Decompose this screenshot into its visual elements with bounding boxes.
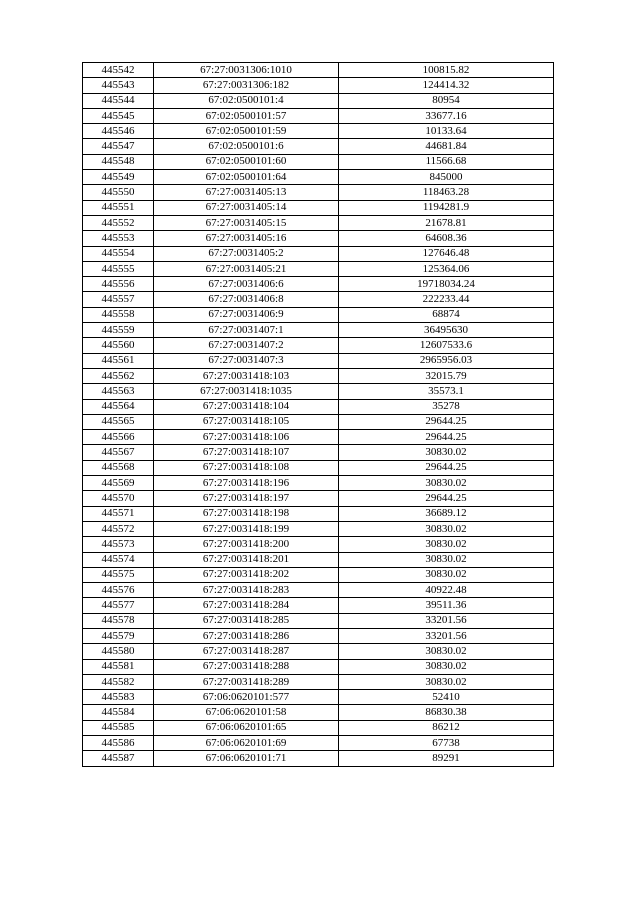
row-number-cell: 445580 bbox=[83, 644, 154, 659]
table-row bbox=[83, 93, 554, 108]
cadastral-number-cell: 67:27:0031418:106 bbox=[154, 430, 339, 445]
cadastral-number-cell: 67:27:0031418:104 bbox=[154, 399, 339, 414]
row-number-cell: 445564 bbox=[83, 399, 154, 414]
row-number-cell: 445553 bbox=[83, 231, 154, 246]
row-number-cell: 445583 bbox=[83, 690, 154, 705]
cadastral-number-cell: 67:06:0620101:58 bbox=[154, 705, 339, 720]
table-row bbox=[83, 583, 554, 598]
table-row bbox=[83, 78, 554, 93]
table-row bbox=[83, 108, 554, 123]
table-row bbox=[83, 368, 554, 383]
cadastral-number-cell: 67:02:0500101:64 bbox=[154, 170, 339, 185]
value-cell: 30830.02 bbox=[339, 445, 554, 460]
row-number-cell: 445578 bbox=[83, 613, 154, 628]
row-number-cell: 445573 bbox=[83, 537, 154, 552]
row-number-cell: 445548 bbox=[83, 154, 154, 169]
value-cell: 35278 bbox=[339, 399, 554, 414]
row-number-cell: 445586 bbox=[83, 736, 154, 751]
value-cell: 30830.02 bbox=[339, 674, 554, 689]
cadastral-number-cell: 67:27:0031418:107 bbox=[154, 445, 339, 460]
table-row bbox=[83, 491, 554, 506]
cadastral-number-cell: 67:27:0031418:283 bbox=[154, 583, 339, 598]
cadastral-number-cell: 67:27:0031418:1035 bbox=[154, 384, 339, 399]
row-number-cell: 445581 bbox=[83, 659, 154, 674]
value-cell: 222233.44 bbox=[339, 292, 554, 307]
cadastral-number-cell: 67:27:0031407:2 bbox=[154, 338, 339, 353]
value-cell: 30830.02 bbox=[339, 644, 554, 659]
value-cell: 36689.12 bbox=[339, 506, 554, 521]
table-row bbox=[83, 445, 554, 460]
value-cell: 19718034.24 bbox=[339, 277, 554, 292]
row-number-cell: 445571 bbox=[83, 506, 154, 521]
value-cell: 1194281.9 bbox=[339, 200, 554, 215]
value-cell: 35573.1 bbox=[339, 384, 554, 399]
value-cell: 36495630 bbox=[339, 323, 554, 338]
cadastral-number-cell: 67:06:0620101:65 bbox=[154, 720, 339, 735]
value-cell: 845000 bbox=[339, 170, 554, 185]
table-row bbox=[83, 430, 554, 445]
value-cell: 40922.48 bbox=[339, 583, 554, 598]
table-row bbox=[83, 460, 554, 475]
row-number-cell: 445559 bbox=[83, 323, 154, 338]
row-number-cell: 445567 bbox=[83, 445, 154, 460]
table-row bbox=[83, 384, 554, 399]
cadastral-number-cell: 67:27:0031418:105 bbox=[154, 414, 339, 429]
row-number-cell: 445566 bbox=[83, 430, 154, 445]
table-row bbox=[83, 170, 554, 185]
cadastral-number-cell: 67:27:0031418:108 bbox=[154, 460, 339, 475]
row-number-cell: 445568 bbox=[83, 460, 154, 475]
cadastral-number-cell: 67:27:0031418:287 bbox=[154, 644, 339, 659]
value-cell: 39511.36 bbox=[339, 598, 554, 613]
cadastral-number-cell: 67:06:0620101:69 bbox=[154, 736, 339, 751]
cadastral-number-cell: 67:27:0031418:201 bbox=[154, 552, 339, 567]
cadastral-number-cell: 67:27:0031418:199 bbox=[154, 521, 339, 536]
value-cell: 21678.81 bbox=[339, 215, 554, 230]
table-row bbox=[83, 613, 554, 628]
cadastral-number-cell: 67:27:0031418:198 bbox=[154, 506, 339, 521]
cadastral-number-cell: 67:27:0031418:285 bbox=[154, 613, 339, 628]
table-row bbox=[83, 552, 554, 567]
table-row bbox=[83, 476, 554, 491]
cadastral-number-cell: 67:27:0031418:288 bbox=[154, 659, 339, 674]
cadastral-number-cell: 67:27:0031405:16 bbox=[154, 231, 339, 246]
cadastral-number-cell: 67:27:0031306:1010 bbox=[154, 63, 339, 78]
row-number-cell: 445579 bbox=[83, 628, 154, 643]
table-row bbox=[83, 338, 554, 353]
value-cell: 30830.02 bbox=[339, 552, 554, 567]
value-cell: 100815.82 bbox=[339, 63, 554, 78]
table-row bbox=[83, 277, 554, 292]
row-number-cell: 445575 bbox=[83, 567, 154, 582]
value-cell: 118463.28 bbox=[339, 185, 554, 200]
value-cell: 33201.56 bbox=[339, 613, 554, 628]
cadastral-number-cell: 67:02:0500101:6 bbox=[154, 139, 339, 154]
cadastral-number-cell: 67:27:0031418:103 bbox=[154, 368, 339, 383]
cadastral-number-cell: 67:27:0031405:14 bbox=[154, 200, 339, 215]
value-cell: 32015.79 bbox=[339, 368, 554, 383]
value-cell: 67738 bbox=[339, 736, 554, 751]
row-number-cell: 445549 bbox=[83, 170, 154, 185]
row-number-cell: 445587 bbox=[83, 751, 154, 766]
row-number-cell: 445552 bbox=[83, 215, 154, 230]
row-number-cell: 445561 bbox=[83, 353, 154, 368]
cadastral-number-cell: 67:27:0031418:202 bbox=[154, 567, 339, 582]
row-number-cell: 445542 bbox=[83, 63, 154, 78]
row-number-cell: 445576 bbox=[83, 583, 154, 598]
cadastral-number-cell: 67:27:0031405:21 bbox=[154, 261, 339, 276]
value-cell: 12607533.6 bbox=[339, 338, 554, 353]
value-cell: 33201.56 bbox=[339, 628, 554, 643]
row-number-cell: 445545 bbox=[83, 108, 154, 123]
value-cell: 29644.25 bbox=[339, 460, 554, 475]
cadastral-number-cell: 67:02:0500101:59 bbox=[154, 124, 339, 139]
value-cell: 86212 bbox=[339, 720, 554, 735]
table-row bbox=[83, 154, 554, 169]
cadastral-number-cell: 67:27:0031406:8 bbox=[154, 292, 339, 307]
table-row bbox=[83, 537, 554, 552]
table-row bbox=[83, 323, 554, 338]
table-row bbox=[83, 751, 554, 766]
row-number-cell: 445543 bbox=[83, 78, 154, 93]
row-number-cell: 445546 bbox=[83, 124, 154, 139]
cadastral-number-cell: 67:02:0500101:60 bbox=[154, 154, 339, 169]
cadastral-value-table bbox=[82, 62, 554, 767]
row-number-cell: 445550 bbox=[83, 185, 154, 200]
cadastral-number-cell: 67:27:0031406:6 bbox=[154, 277, 339, 292]
value-cell: 68874 bbox=[339, 307, 554, 322]
table-row bbox=[83, 414, 554, 429]
value-cell: 125364.06 bbox=[339, 261, 554, 276]
table-row bbox=[83, 231, 554, 246]
row-number-cell: 445555 bbox=[83, 261, 154, 276]
cadastral-number-cell: 67:27:0031407:3 bbox=[154, 353, 339, 368]
table-row bbox=[83, 307, 554, 322]
row-number-cell: 445554 bbox=[83, 246, 154, 261]
row-number-cell: 445584 bbox=[83, 705, 154, 720]
row-number-cell: 445572 bbox=[83, 521, 154, 536]
table-row bbox=[83, 353, 554, 368]
row-number-cell: 445574 bbox=[83, 552, 154, 567]
table-row bbox=[83, 506, 554, 521]
value-cell: 80954 bbox=[339, 93, 554, 108]
table-row bbox=[83, 736, 554, 751]
table-row bbox=[83, 644, 554, 659]
value-cell: 30830.02 bbox=[339, 521, 554, 536]
row-number-cell: 445551 bbox=[83, 200, 154, 215]
table-row bbox=[83, 628, 554, 643]
row-number-cell: 445547 bbox=[83, 139, 154, 154]
value-cell: 29644.25 bbox=[339, 491, 554, 506]
cadastral-number-cell: 67:27:0031306:182 bbox=[154, 78, 339, 93]
value-cell: 127646.48 bbox=[339, 246, 554, 261]
table-row bbox=[83, 674, 554, 689]
row-number-cell: 445557 bbox=[83, 292, 154, 307]
table-row bbox=[83, 185, 554, 200]
value-cell: 30830.02 bbox=[339, 537, 554, 552]
row-number-cell: 445562 bbox=[83, 368, 154, 383]
cadastral-number-cell: 67:27:0031418:284 bbox=[154, 598, 339, 613]
cadastral-number-cell: 67:06:0620101:577 bbox=[154, 690, 339, 705]
table-row bbox=[83, 720, 554, 735]
table-body bbox=[83, 63, 554, 767]
row-number-cell: 445565 bbox=[83, 414, 154, 429]
cadastral-number-cell: 67:27:0031405:15 bbox=[154, 215, 339, 230]
cadastral-number-cell: 67:27:0031418:289 bbox=[154, 674, 339, 689]
row-number-cell: 445569 bbox=[83, 476, 154, 491]
table-row bbox=[83, 124, 554, 139]
value-cell: 10133.64 bbox=[339, 124, 554, 139]
cadastral-number-cell: 67:27:0031418:200 bbox=[154, 537, 339, 552]
table-row bbox=[83, 521, 554, 536]
cadastral-number-cell: 67:27:0031418:286 bbox=[154, 628, 339, 643]
row-number-cell: 445577 bbox=[83, 598, 154, 613]
cadastral-number-cell: 67:27:0031407:1 bbox=[154, 323, 339, 338]
value-cell: 86830.38 bbox=[339, 705, 554, 720]
value-cell: 33677.16 bbox=[339, 108, 554, 123]
value-cell: 52410 bbox=[339, 690, 554, 705]
table-row bbox=[83, 200, 554, 215]
value-cell: 2965956.03 bbox=[339, 353, 554, 368]
row-number-cell: 445556 bbox=[83, 277, 154, 292]
value-cell: 11566.68 bbox=[339, 154, 554, 169]
row-number-cell: 445563 bbox=[83, 384, 154, 399]
cadastral-number-cell: 67:02:0500101:57 bbox=[154, 108, 339, 123]
row-number-cell: 445544 bbox=[83, 93, 154, 108]
table-row bbox=[83, 292, 554, 307]
cadastral-number-cell: 67:06:0620101:71 bbox=[154, 751, 339, 766]
table-row bbox=[83, 690, 554, 705]
value-cell: 29644.25 bbox=[339, 430, 554, 445]
value-cell: 30830.02 bbox=[339, 659, 554, 674]
table-row bbox=[83, 567, 554, 582]
row-number-cell: 445582 bbox=[83, 674, 154, 689]
table-row bbox=[83, 705, 554, 720]
table-row bbox=[83, 139, 554, 154]
cadastral-number-cell: 67:02:0500101:4 bbox=[154, 93, 339, 108]
table-row bbox=[83, 63, 554, 78]
cadastral-number-cell: 67:27:0031405:2 bbox=[154, 246, 339, 261]
value-cell: 89291 bbox=[339, 751, 554, 766]
table-row bbox=[83, 399, 554, 414]
table-row bbox=[83, 598, 554, 613]
table-row bbox=[83, 659, 554, 674]
value-cell: 124414.32 bbox=[339, 78, 554, 93]
value-cell: 30830.02 bbox=[339, 567, 554, 582]
row-number-cell: 445560 bbox=[83, 338, 154, 353]
table-row bbox=[83, 246, 554, 261]
table-row bbox=[83, 261, 554, 276]
row-number-cell: 445558 bbox=[83, 307, 154, 322]
value-cell: 29644.25 bbox=[339, 414, 554, 429]
cadastral-number-cell: 67:27:0031405:13 bbox=[154, 185, 339, 200]
cadastral-number-cell: 67:27:0031418:196 bbox=[154, 476, 339, 491]
value-cell: 44681.84 bbox=[339, 139, 554, 154]
value-cell: 30830.02 bbox=[339, 476, 554, 491]
table-row bbox=[83, 215, 554, 230]
row-number-cell: 445585 bbox=[83, 720, 154, 735]
cadastral-number-cell: 67:27:0031406:9 bbox=[154, 307, 339, 322]
row-number-cell: 445570 bbox=[83, 491, 154, 506]
cadastral-number-cell: 67:27:0031418:197 bbox=[154, 491, 339, 506]
value-cell: 64608.36 bbox=[339, 231, 554, 246]
